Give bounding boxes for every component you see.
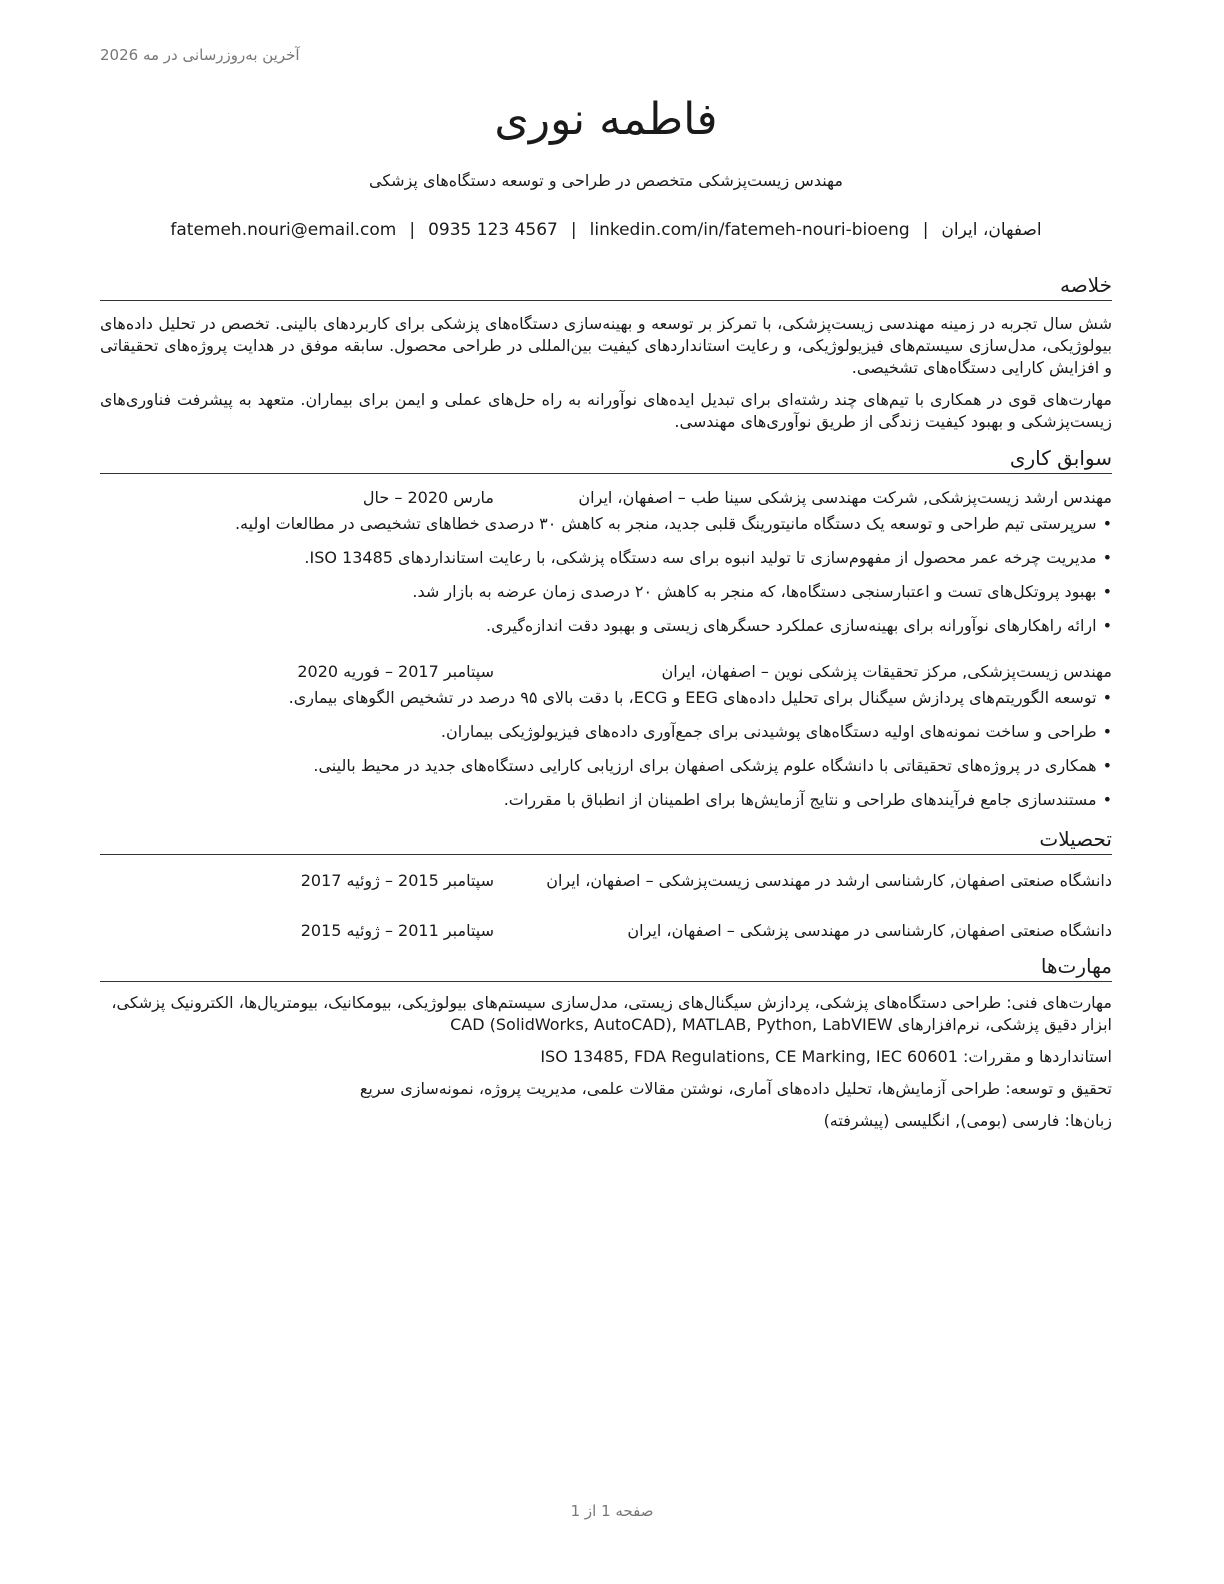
person-name: فاطمه نوری: [494, 94, 718, 145]
bullet-text: توسعه الگوریتم‌های پردازش سیگنال برای تحلیل داده‌های EEG و ECG، با دقت بالای ۹۵ درصد در تشخیص الگوهای بیماری.: [288, 688, 1097, 707]
resume-page: [100, 92, 1112, 1132]
job-bullet: [100, 788, 1112, 812]
job-bullet: [100, 686, 1112, 710]
job-dates: سپتامبر 2017 – فوریه 2020: [297, 662, 494, 681]
bullet-marker: •: [1102, 722, 1112, 741]
skill-line: استانداردها و مقررات: ISO 13485, FDA Regulations, CE Marking, IEC 60601: [540, 1047, 1112, 1066]
job-bullet: [100, 720, 1112, 744]
job-bullet: [100, 546, 1112, 570]
bullet-text: همکاری در پروژه‌های تحقیقاتی با دانشگاه علوم پزشکی اصفهان برای ارزیابی کارایی دستگاه‌های جدید در محیط بالینی.: [313, 756, 1097, 775]
experience-entry-header: [100, 486, 1112, 510]
summary-paragraph: شش سال تجربه در زمینه مهندسی زیست‌پزشکی، با تمرکز بر توسعه و بهینه‌سازی دستگاه‌های پزشکی برای کاربردهای بالینی. تخصص در تحلیل داده‌های بیولوژیکی، مدل‌سازی سیستم‌های فیزیولوژیکی، و رعایت استانداردهای کیفیت بین‌المللی در طراحی محصول. سابقه موفق در هدایت پروژه‌های تحقیقاتی و افزایش کارایی دستگاه‌های تشخیصی.: [100, 314, 1112, 377]
bullet-marker: •: [1102, 514, 1112, 533]
bullet-marker: •: [1102, 790, 1112, 809]
skills-heading: مهارت‌ها: [100, 953, 1112, 982]
bullet-marker: •: [1102, 688, 1112, 707]
contact-line: [100, 218, 1112, 242]
last-updated-note: آخرین به‌روزرسانی در مه 2026: [100, 46, 300, 64]
headline: مهندس زیست‌پزشکی متخصص در طراحی و توسعه دستگاه‌های پزشکی: [369, 171, 843, 190]
experience-entry: [100, 660, 1112, 812]
contact-phone: 0935 123 4567: [428, 220, 558, 240]
job-title: مهندس زیست‌پزشکی, مرکز تحقیقات پزشکی نوین – اصفهان، ایران: [661, 662, 1112, 681]
degree-dates: سپتامبر 2015 – ژوئیه 2017: [300, 871, 494, 890]
bullet-marker: •: [1102, 548, 1112, 567]
contact-separator: |: [409, 220, 416, 240]
job-dates: مارس 2020 – حال: [362, 488, 494, 507]
bullet-marker: •: [1102, 582, 1112, 601]
job-bullets: [100, 686, 1112, 812]
experience-entry: [100, 486, 1112, 638]
bullet-marker: •: [1102, 756, 1112, 775]
summary-heading: خلاصه: [100, 272, 1112, 301]
degree-title: دانشگاه صنعتی اصفهان, کارشناسی ارشد در مهندسی زیست‌پزشکی – اصفهان، ایران: [546, 871, 1112, 890]
bullet-marker: •: [1102, 616, 1112, 635]
page-number: صفحه 1 از 1: [570, 1502, 654, 1520]
contact-email[interactable]: fatemeh.nouri@email.com: [170, 220, 397, 240]
education-heading: تحصیلات: [100, 826, 1112, 855]
bullet-text: بهبود پروتکل‌های تست و اعتبارسنجی دستگاه‌ها، که منجر به کاهش ۲۰ درصدی زمان عرضه به بازار شد.: [412, 582, 1097, 601]
skill-line: زبان‌ها: فارسی (بومی), انگلیسی (پیشرفته): [823, 1111, 1112, 1130]
job-bullet: [100, 512, 1112, 536]
degree-title: دانشگاه صنعتی اصفهان, کارشناسی در مهندسی پزشکی – اصفهان، ایران: [627, 921, 1112, 940]
summary-paragraph: مهارت‌های قوی در همکاری با تیم‌های چند رشته‌ای برای تبدیل ایده‌های نوآورانه به راه حل‌های عملی و ایمن برای بیماران. متعهد به پیشرفت فناوری‌های زیست‌پزشکی و بهبود کیفیت زندگی از طریق نوآوری‌های مهندسی.: [100, 390, 1112, 431]
job-bullet: [100, 614, 1112, 638]
job-bullet: [100, 754, 1112, 778]
education-entry: [100, 919, 1112, 943]
education-entry: [100, 869, 1112, 893]
bullet-text: طراحی و ساخت نمونه‌های اولیه دستگاه‌های پوشیدنی برای جمع‌آوری داده‌های فیزیولوژیکی بیماران.: [440, 722, 1097, 741]
job-bullet: [100, 580, 1112, 604]
skill-line: تحقیق و توسعه: طراحی آزمایش‌ها، تحلیل داده‌های آماری، نوشتن مقالات علمی، مدیریت پروژه، نمونه‌سازی سریع: [359, 1079, 1112, 1098]
bullet-text: مستندسازی جامع فرآیندهای طراحی و نتایج آزمایش‌ها برای اطمینان از انطباق با مقررات.: [503, 790, 1097, 809]
contact-separator: |: [570, 220, 577, 240]
degree-dates: سپتامبر 2011 – ژوئیه 2015: [300, 921, 494, 940]
skill-line: مهارت‌های فنی: طراحی دستگاه‌های پزشکی، پردازش سیگنال‌های زیستی، مدل‌سازی سیستم‌های بیولوژیکی، بیومکانیک، بیومتریال‌ها، الکترونیک پزشکی، ابزار دقیق پزشکی، نرم‌افزارهای CAD (SolidWorks, AutoCAD), MATLAB, Python, LabVIEW: [111, 993, 1112, 1034]
experience-entry-header: [100, 660, 1112, 684]
contact-location: اصفهان، ایران: [941, 220, 1042, 240]
job-title: مهندس ارشد زیست‌پزشکی, شرکت مهندسی پزشکی سینا طب – اصفهان، ایران: [578, 488, 1112, 507]
job-bullets: [100, 512, 1112, 638]
bullet-text: مدیریت چرخه عمر محصول از مفهوم‌سازی تا تولید انبوه برای سه دستگاه پزشکی، با رعایت استانداردهای ISO 13485.: [304, 548, 1097, 567]
contact-separator: |: [922, 220, 929, 240]
bullet-text: ارائه راهکارهای نوآورانه برای بهینه‌سازی عملکرد حسگرهای زیستی و بهبود دقت اندازه‌گیری.: [485, 616, 1097, 635]
bullet-text: سرپرستی تیم طراحی و توسعه یک دستگاه مانیتورینگ قلبی جدید، منجر به کاهش ۳۰ درصدی خطاهای تشخیصی در مطالعات اولیه.: [234, 514, 1097, 533]
contact-linkedin[interactable]: linkedin.com/in/fatemeh-nouri-bioeng: [589, 220, 910, 240]
experience-heading: سوابق کاری: [100, 445, 1112, 474]
